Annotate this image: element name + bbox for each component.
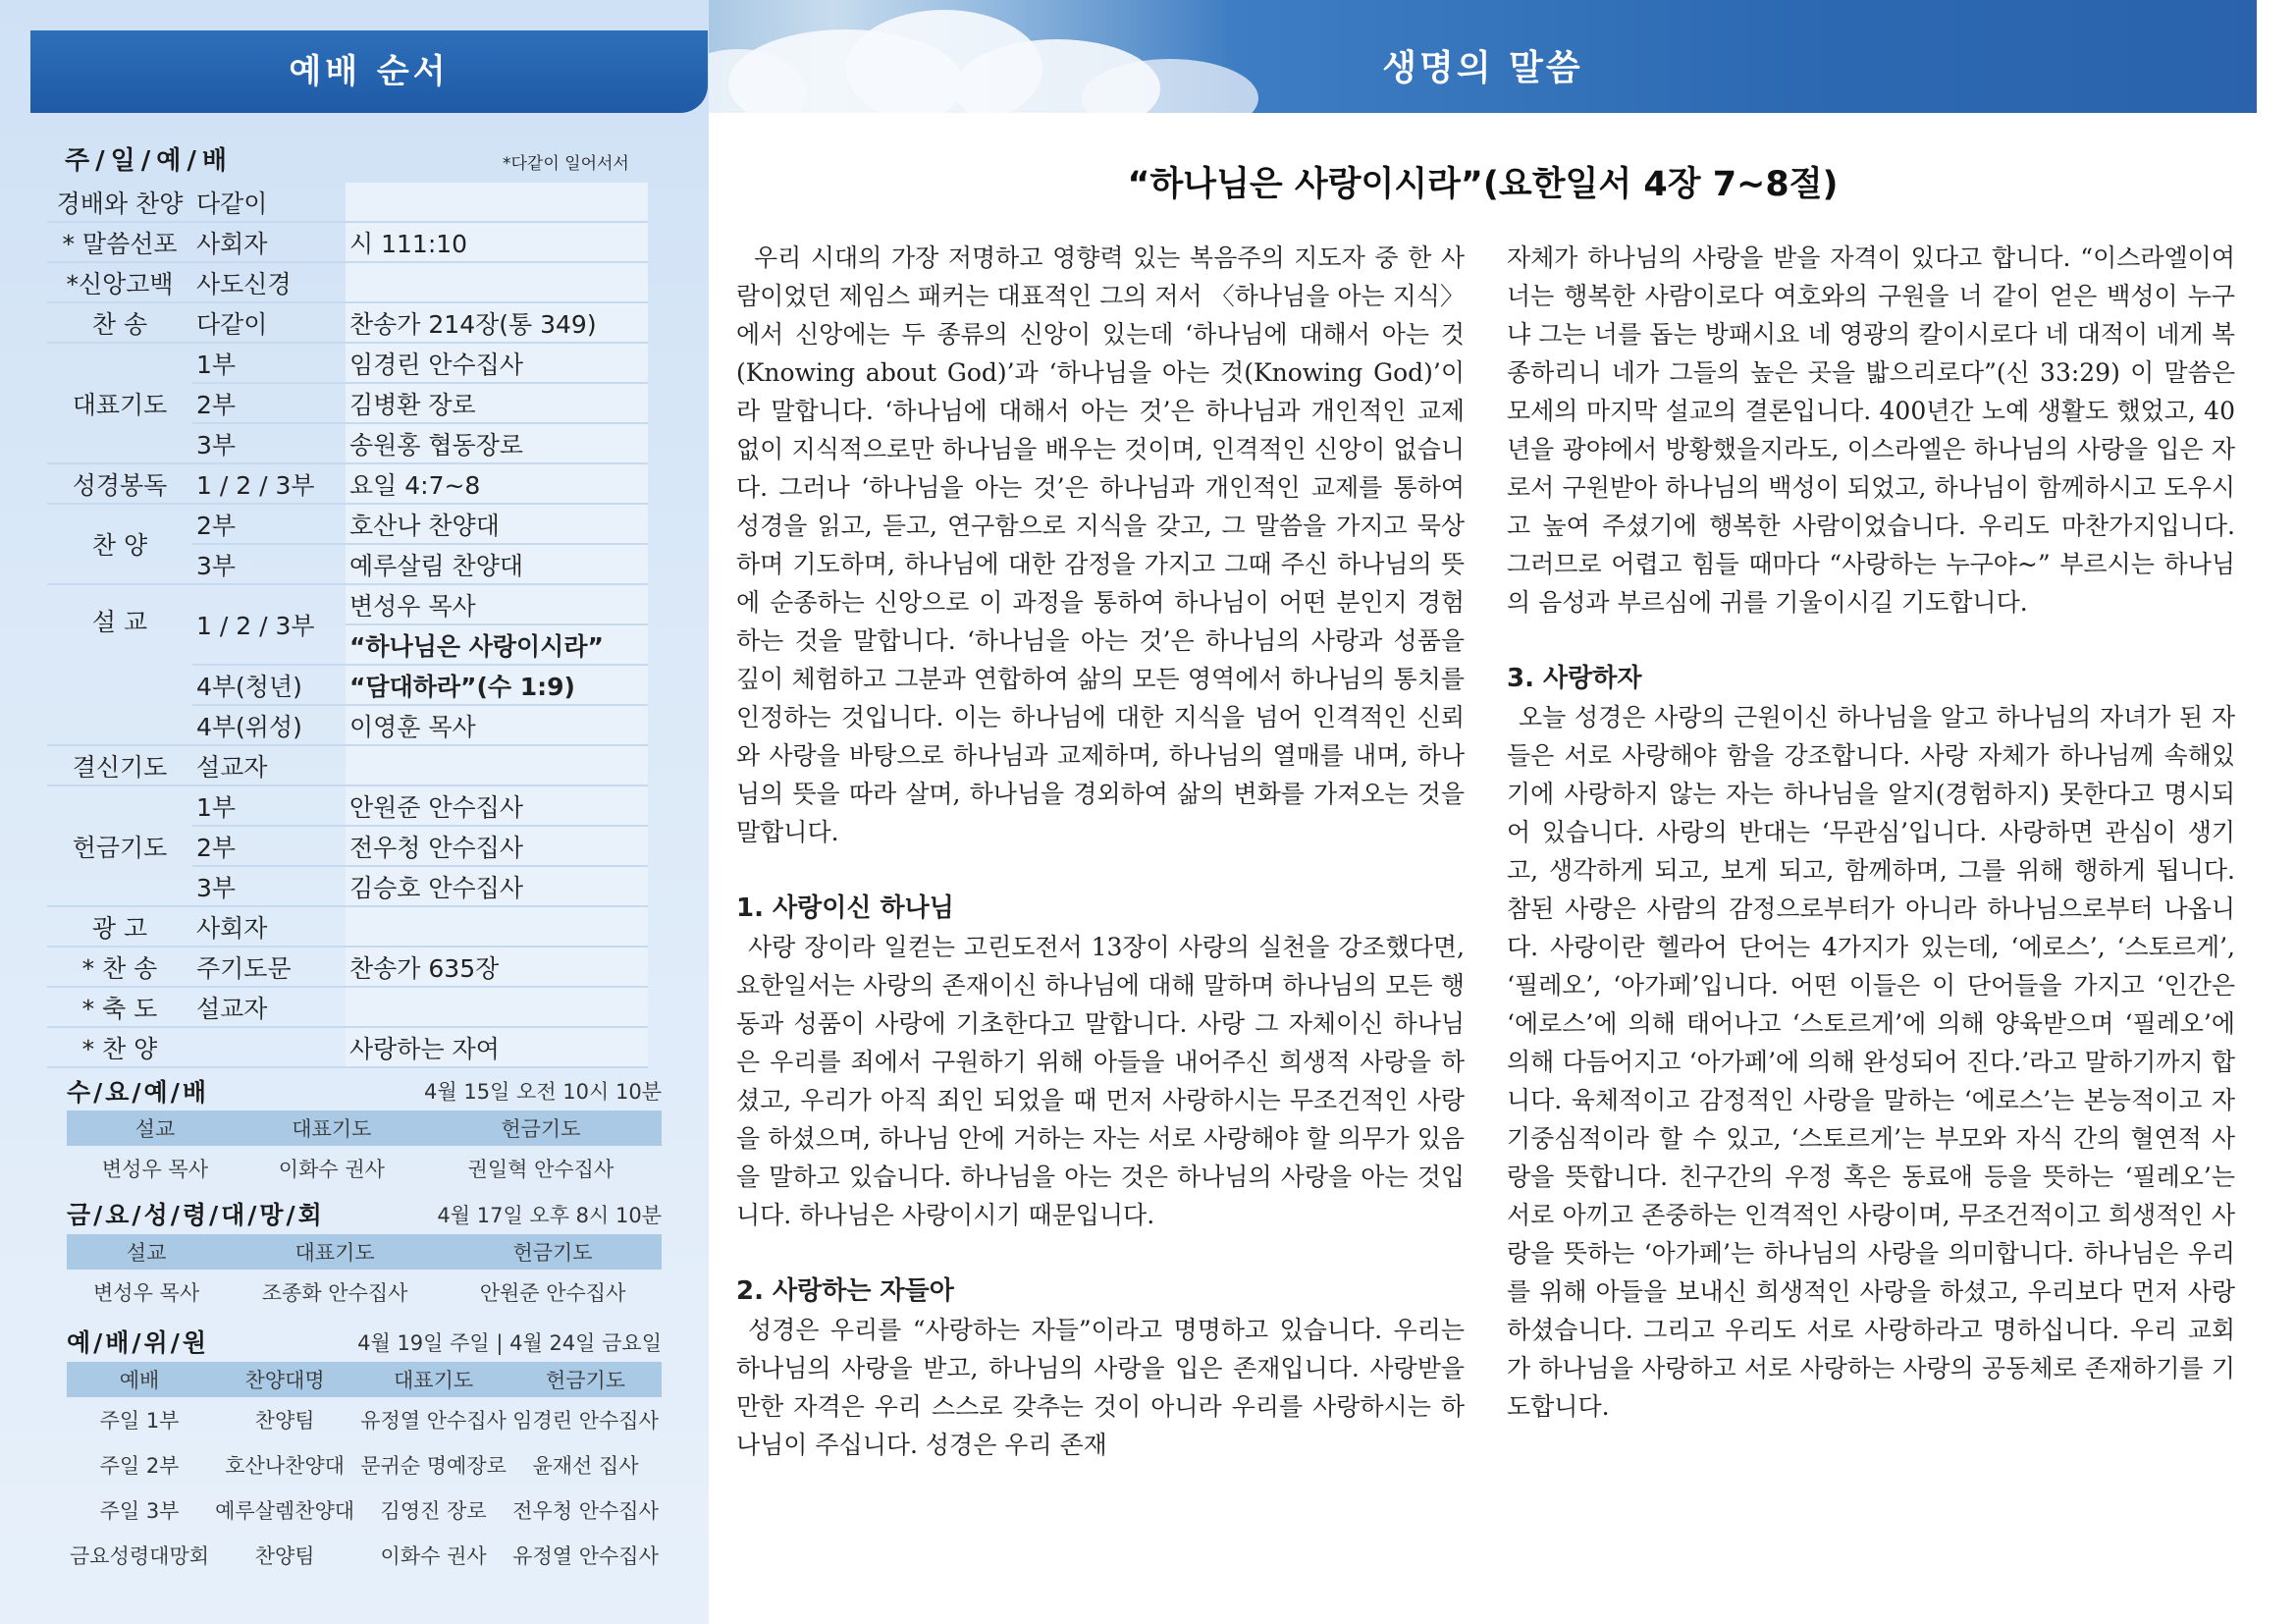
wednesday-date: 4월 15일 오전 10시 10분 xyxy=(424,1080,662,1104)
order-detail: 찬송가 214장(통 349) xyxy=(346,302,648,343)
sermon-column-right xyxy=(1507,239,2235,1426)
order-detail xyxy=(346,987,648,1027)
table-header-row xyxy=(67,1234,662,1270)
sermon-title-cell: “하나님은 사랑이시라” xyxy=(346,624,648,665)
order-detail: 사랑하는 자여 xyxy=(346,1027,648,1067)
column-header: 대표기도 xyxy=(226,1234,444,1270)
section-heading: 1. 사랑이신 하나님 xyxy=(736,893,954,923)
word-of-life-title: 생명의 말씀 xyxy=(1382,48,1583,88)
column-header: 대표기도 xyxy=(357,1362,509,1397)
order-detail: 임경린 안수집사 xyxy=(346,343,648,383)
table-cell: 이화수 권사 xyxy=(278,1158,385,1181)
order-leader: 다같이 xyxy=(192,302,346,343)
order-detail: 송원홍 협동장로 xyxy=(346,423,648,463)
table-row xyxy=(47,584,648,624)
order-detail xyxy=(346,745,648,785)
wednesday-table xyxy=(67,1110,662,1191)
table-cell: 변성우 목사 xyxy=(93,1281,200,1305)
order-leader: 사도신경 xyxy=(192,262,346,302)
table-row xyxy=(47,947,648,987)
order-item: 결신기도 xyxy=(47,745,192,785)
table-cell: 호산나찬양대 xyxy=(225,1454,345,1478)
order-detail: 예루살림 찬양대 xyxy=(346,544,648,584)
order-detail xyxy=(346,183,648,222)
table-row xyxy=(47,343,648,383)
table-cell: 주일 2부 xyxy=(99,1454,180,1478)
order-detail xyxy=(346,906,648,947)
sunday-order-table xyxy=(47,183,648,1068)
order-item: 설 교 xyxy=(47,584,192,745)
section-paragraph: 오늘 성경은 사랑의 근원이신 하나님을 알고 하나님의 자녀가 된 자들은 서로 사랑해야 함을 강조합니다. 사랑 자체가 하나님께 속해있기에 사랑하지 않는 자는 하나님을 알지(경험하지) 못한다고 명시되어 있습니다. 사랑의 반대는 ‘무관심’입니다. 사랑하면 관심이 생기고, 생각하게 되고, 보게 되고, 함께하며, 그를 위해 행하게 됩니다. 참된 사랑은 사람의 감정으로부터가 아니라 하나님으로부터 나옵니다. 사랑이란 헬라어 단어는 4가지가 있는데, ‘에로스’, ‘스토르게’, ‘필레오’, ‘아가페’입니다. 어떤 이들은 이 단어들을 가지고 ‘인간은 ‘에로스’에 의해 태어나고 ‘스토르게’에 의해 양육받으며 ‘필레오’에 의해 다듬어지고 ‘아가페’에 의해 완성되어 진다.’라고 말하기까지 합니다. 육체적이고 감정적인 사랑을 말하는 ‘에로스’는 본능적이고 자기중심적이라 할 수 있고, ‘스토르게’는 부모와 자식 간의 혈연적 사랑을 뜻합니다. 친구간의 우정 혹은 동료애 등을 뜻하는 ‘필레오’는 서로 아끼고 존중하는 인격적인 사랑이며, 무조건적이고 희생적인 사랑을 뜻하는 ‘아가페’는 하나님의 사랑을 의미합니다. 하나님은 우리를 위해 아들을 보내신 희생적인 사랑을 하셨고, 우리보다 먼저 사랑하셨습니다. 그리고 우리도 서로 사랑하라고 명하십니다. 우리 교회가 하나님을 사랑하고 서로 사랑하는 사랑의 공동체로 존재하기를 기도합니다. xyxy=(1507,703,2235,1421)
order-detail: 찬송가 635장 xyxy=(346,947,648,987)
table-cell: 윤재선 집사 xyxy=(532,1454,639,1478)
order-leader xyxy=(192,1027,346,1067)
friday-table xyxy=(67,1234,662,1315)
order-item: * 말씀선포 xyxy=(47,222,192,262)
order-leader: 설교자 xyxy=(192,745,346,785)
column-header: 대표기도 xyxy=(243,1110,420,1146)
order-detail: 변성우 목사 xyxy=(346,584,648,624)
column-header: 헌금기도 xyxy=(444,1234,662,1270)
table-cell: 찬양팀 xyxy=(254,1544,315,1568)
order-detail: 호산나 찬양대 xyxy=(346,504,648,544)
order-item: 성경봉독 xyxy=(47,463,192,504)
order-leader: 1부 xyxy=(192,343,346,383)
table-row xyxy=(47,1027,648,1067)
table-row xyxy=(47,504,648,544)
order-leader: 다같이 xyxy=(192,183,346,222)
table-row xyxy=(47,987,648,1027)
column-header: 헌금기도 xyxy=(420,1110,662,1146)
table-row xyxy=(47,785,648,826)
order-leader: 주기도문 xyxy=(192,947,346,987)
table-cell: 변성우 목사 xyxy=(101,1158,208,1181)
table-row xyxy=(47,222,648,262)
order-leader: 2부 xyxy=(192,383,346,423)
worship-order-header: 예배 순서 xyxy=(30,30,708,113)
table-row xyxy=(67,1270,662,1315)
table-cell: 유정열 안수집사 xyxy=(512,1544,659,1568)
table-row xyxy=(67,1533,662,1578)
order-detail: 안원준 안수집사 xyxy=(346,785,648,826)
table-row xyxy=(67,1397,662,1442)
order-leader: 1부 xyxy=(192,785,346,826)
committee-date: 4월 19일 주일 | 4월 24일 금요일 xyxy=(357,1331,662,1355)
worship-committee-title: 예/배/위/원 xyxy=(67,1328,209,1357)
sunday-worship-title: 주/일/예/배 xyxy=(65,146,233,176)
order-detail: 요일 4:7~8 xyxy=(346,463,648,504)
table-cell: 유정열 안수집사 xyxy=(360,1409,507,1433)
section-heading: 3. 사랑하자 xyxy=(1507,664,1642,693)
table-cell: 예루살렘찬양대 xyxy=(215,1499,355,1523)
committee-table xyxy=(67,1362,662,1578)
order-detail: 전우청 안수집사 xyxy=(346,826,648,866)
wednesday-worship-title: 수/요/예/배 xyxy=(67,1078,209,1107)
word-of-life-header xyxy=(709,0,2257,113)
column-header: 헌금기도 xyxy=(509,1362,662,1397)
order-item: 찬 송 xyxy=(47,302,192,343)
section-paragraph: 사랑 장이라 일컫는 고린도전서 13장이 사랑의 실천을 강조했다면, 요한일서는 사랑의 존재이신 하나님에 대해 말하며 하나님의 모든 행동과 성품이 사랑에 기초한다고 말합니다. 사랑 그 자체이신 하나님은 우리를 죄에서 구원하기 위해 아들을 내어주신 희생적 사랑을 하셨고, 우리가 아직 죄인 되었을 때 먼저 사랑하시는 무조건적인 사랑을 하셨으며, 하나님 안에 거하는 자는 서로 사랑해야 할 의무가 있음을 말하고 있습니다. 하나님을 아는 것은 하나님의 사랑을 아는 것입니다. 하나님은 사랑이시기 때문입니다. xyxy=(736,933,1465,1229)
column-header: 예배 xyxy=(67,1362,212,1397)
order-item: 대표기도 xyxy=(47,343,192,463)
table-row xyxy=(47,183,648,222)
table-cell: 찬양팀 xyxy=(254,1409,315,1433)
table-header-row xyxy=(67,1110,662,1146)
order-leader: 3부 xyxy=(192,866,346,906)
order-detail: 김병환 장로 xyxy=(346,383,648,423)
order-item: * 축 도 xyxy=(47,987,192,1027)
table-row xyxy=(47,906,648,947)
sermon-intro: 우리 시대의 가장 저명하고 영향력 있는 복음주의 지도자 중 한 사람이었던 제임스 패커는 대표적인 그의 저서 〈하나님을 아는 지식〉에서 신앙에는 두 종류의 신앙이 있는데 ‘하나님에 대해서 아는 것(Knowing about God)’과 ‘하나님을 아는 것(Knowing God)’이라 말합니다. ‘하나님에 대해서 아는 것’은 하나님과 개인적인 교제 없이 지식적으로만 하나님을 배우는 것이며, 인격적인 신앙이 없습니다. 그러나 ‘하나님을 아는 것’은 하나님과 개인적인 교제를 통하여 성경을 읽고, 듣고, 연구함으로 지식을 갖고, 그 말씀을 가지고 묵상하며 기도하며, 하나님에 대한 감정을 가지고 그때 주신 하나님의 뜻에 순종하는 신앙으로 이 과정을 통하여 하나님이 어떤 분인지 경험하는 것을 말합니다. ‘하나님을 아는 것’은 하나님의 사랑과 성품을 깊이 체험하고 그분과 연합하여 삶의 모든 영역에서 하나님의 통치를 인정하는 것입니다. 이는 하나님에 대한 지식을 넘어 인격적인 신뢰와 사랑을 바탕으로 하나님과 교제하며, 하나님의 열매를 내며, 하나님의 뜻을 따라 살며, 하나님을 경외하여 삶의 변화를 가져오는 것을 말합니다. xyxy=(736,244,1465,846)
section-paragraph: 자체가 하나님의 사랑을 받을 자격이 있다고 합니다. “이스라엘이여 너는 행복한 사람이로다 여호와의 구원을 너 같이 얻은 백성이 누구냐 그는 너를 돕는 방패시요 네 영광의 칼이시로다 네 대적이 네게 복종하리니 네가 그들의 높은 곳을 밟으리로다”(신 33:29) 이 말씀은 모세의 마지막 설교의 결론입니다. 400년간 노예 생활도 했었고, 40년을 광야에서 방황했을지라도, 이스라엘은 하나님의 사랑을 입은 자로서 구원받아 하나님의 백성이 되었고, 하나님이 함께하시고 도우시고 높여 주셨기에 행복한 사람이었습니다. 우리도 마찬가지입니다. 그러므로 어렵고 힘들 때마다 “사랑하는 누구야~” 부르시는 하나님의 음성과 부르심에 귀를 기울이시길 기도합니다. xyxy=(1507,244,2235,617)
order-detail: 김승호 안수집사 xyxy=(346,866,648,906)
order-item: 찬 양 xyxy=(47,504,192,584)
order-leader: 사회자 xyxy=(192,222,346,262)
table-row xyxy=(67,1146,662,1191)
order-item: * 찬 양 xyxy=(47,1027,192,1067)
table-cell: 문귀순 명예장로 xyxy=(360,1454,507,1478)
table-cell: 권일혁 안수집사 xyxy=(467,1158,614,1181)
order-leader: 2부 xyxy=(192,826,346,866)
order-leader: 3부 xyxy=(192,544,346,584)
table-header-row xyxy=(67,1362,662,1397)
sermon-column-left xyxy=(736,239,1465,1464)
section-paragraph: 성경은 우리를 “사랑하는 자들”이라고 명명하고 있습니다. 우리는 하나님의 사랑을 받고, 하나님의 사랑을 입은 존재입니다. 사랑받을 만한 자격은 우리 스스로 갖추는 것이 아니라 우리를 사랑하시는 하나님이 주십니다. 성경은 우리 존재 xyxy=(736,1316,1465,1459)
order-detail xyxy=(346,262,648,302)
order-leader: 4부(위성) xyxy=(192,705,346,745)
table-row xyxy=(47,745,648,785)
table-cell: 금요성령대망회 xyxy=(70,1544,210,1568)
order-item: * 찬 송 xyxy=(47,947,192,987)
order-leader: 4부(청년) xyxy=(192,665,346,705)
table-row xyxy=(47,463,648,504)
standing-note: *다같이 일어서서 xyxy=(503,154,629,174)
friday-meeting-title: 금/요/성/령/대/망/회 xyxy=(67,1201,325,1229)
order-item: *신앙고백 xyxy=(47,262,192,302)
column-header: 찬양대명 xyxy=(212,1362,357,1397)
table-row xyxy=(67,1488,662,1533)
order-leader: 사회자 xyxy=(192,906,346,947)
table-cell: 주일 1부 xyxy=(99,1409,180,1433)
order-item: 헌금기도 xyxy=(47,785,192,906)
order-leader: 1 / 2 / 3부 xyxy=(192,463,346,504)
order-leader: 1 / 2 / 3부 xyxy=(192,584,346,665)
table-cell: 주일 3부 xyxy=(99,1499,180,1523)
order-detail: 시 111:10 xyxy=(346,222,648,262)
table-row xyxy=(67,1442,662,1488)
table-cell: 임경린 안수집사 xyxy=(512,1409,659,1433)
order-item: 경배와 찬양 xyxy=(47,183,192,222)
order-detail: 이영훈 목사 xyxy=(346,705,648,745)
table-cell: 전우청 안수집사 xyxy=(512,1499,659,1523)
table-row xyxy=(47,262,648,302)
column-header: 설교 xyxy=(67,1234,226,1270)
table-cell: 김영진 장로 xyxy=(380,1499,487,1523)
order-item: 광 고 xyxy=(47,906,192,947)
column-header: 설교 xyxy=(67,1110,243,1146)
table-row xyxy=(47,302,648,343)
order-leader: 3부 xyxy=(192,423,346,463)
sermon-title: “하나님은 사랑이시라”(요한일서 4장 7~8절) xyxy=(1127,165,1839,204)
table-cell: 조종화 안수집사 xyxy=(261,1281,408,1305)
order-detail: “담대하라”(수 1:9) xyxy=(346,665,648,705)
table-cell: 이화수 권사 xyxy=(380,1544,487,1568)
order-leader: 설교자 xyxy=(192,987,346,1027)
table-cell: 안원준 안수집사 xyxy=(479,1281,626,1305)
order-leader: 2부 xyxy=(192,504,346,544)
friday-date: 4월 17일 오후 8시 10분 xyxy=(437,1204,662,1227)
section-heading: 2. 사랑하는 자들아 xyxy=(736,1276,954,1306)
